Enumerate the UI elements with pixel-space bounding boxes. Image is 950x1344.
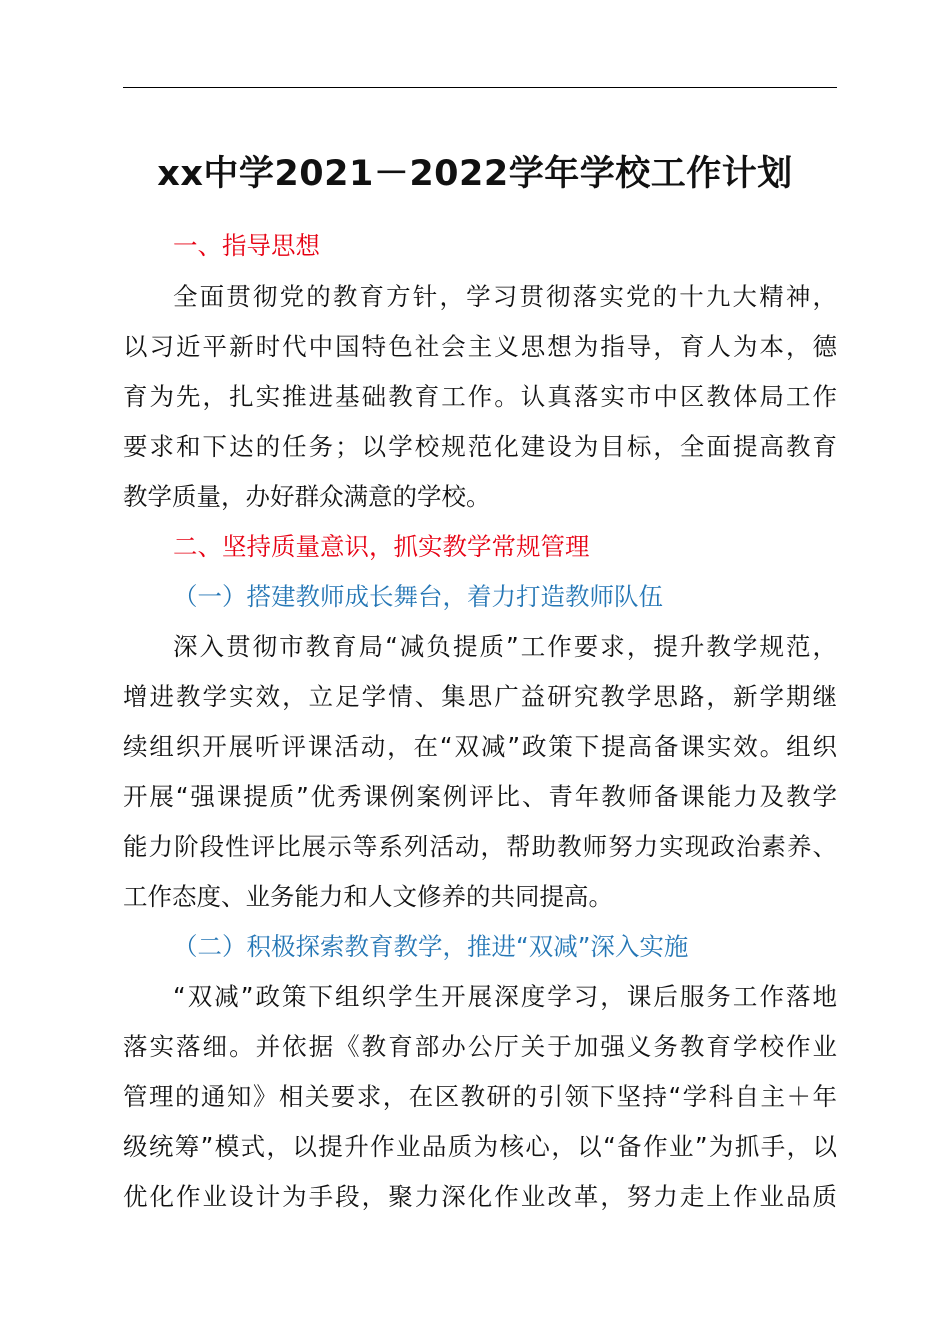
paragraph-line: 管理的通知》相关要求，在区教研的引领下坚持“学科自主＋年: [123, 1082, 837, 1111]
paragraph-line: 全面贯彻党的教育方针，学习贯彻落实党的十九大精神，: [173, 282, 837, 311]
paragraph-line: 能力阶段性评比展示等系列活动，帮助教师努力实现政治素养、: [123, 832, 837, 861]
paragraph-line: 级统筹”模式，以提升作业品质为核心，以“备作业”为抓手，以: [123, 1132, 837, 1161]
document-title: xx中学2021－2022学年学校工作计划: [157, 154, 793, 194]
paragraph-line: 深入贯彻市教育局“减负提质”工作要求，提升教学规范，: [173, 632, 837, 661]
paragraph-line: “双减”政策下组织学生开展深度学习，课后服务工作落地: [173, 982, 837, 1011]
paragraph-line: 优化作业设计为手段，聚力深化作业改革，努力走上作业品质: [123, 1182, 837, 1211]
paragraph-line: 育为先，扎实推进基础教育工作。认真落实市中区教体局工作: [123, 382, 837, 411]
paragraph-line: 工作态度、业务能力和人文修养的共同提高。: [123, 882, 613, 911]
paragraph-line: 以习近平新时代中国特色社会主义思想为指导，育人为本，德: [123, 332, 837, 361]
header-rule: [123, 87, 837, 88]
paragraph-line: 落实落细。并依据《教育部办公厅关于加强义务教育学校作业: [123, 1032, 837, 1061]
subsection-heading: （二）积极探索教育教学，推进“双减”深入实施: [173, 932, 689, 961]
section-heading: 二、坚持质量意识，抓实教学常规管理: [173, 532, 590, 561]
paragraph-line: 增进教学实效，立足学情、集思广益研究教学思路，新学期继: [123, 682, 837, 711]
subsection-heading: （一）搭建教师成长舞台，着力打造教师队伍: [173, 582, 663, 611]
section-heading: 一、指导思想: [173, 231, 320, 260]
paragraph-line: 教学质量，办好群众满意的学校。: [123, 482, 491, 511]
paragraph-line: 开展“强课提质”优秀课例案例评比、青年教师备课能力及教学: [123, 782, 837, 811]
paragraph-line: 续组织开展听评课活动，在“双减”政策下提高备课实效。组织: [123, 732, 837, 761]
paragraph-line: 要求和下达的任务；以学校规范化建设为目标，全面提高教育: [123, 432, 837, 461]
